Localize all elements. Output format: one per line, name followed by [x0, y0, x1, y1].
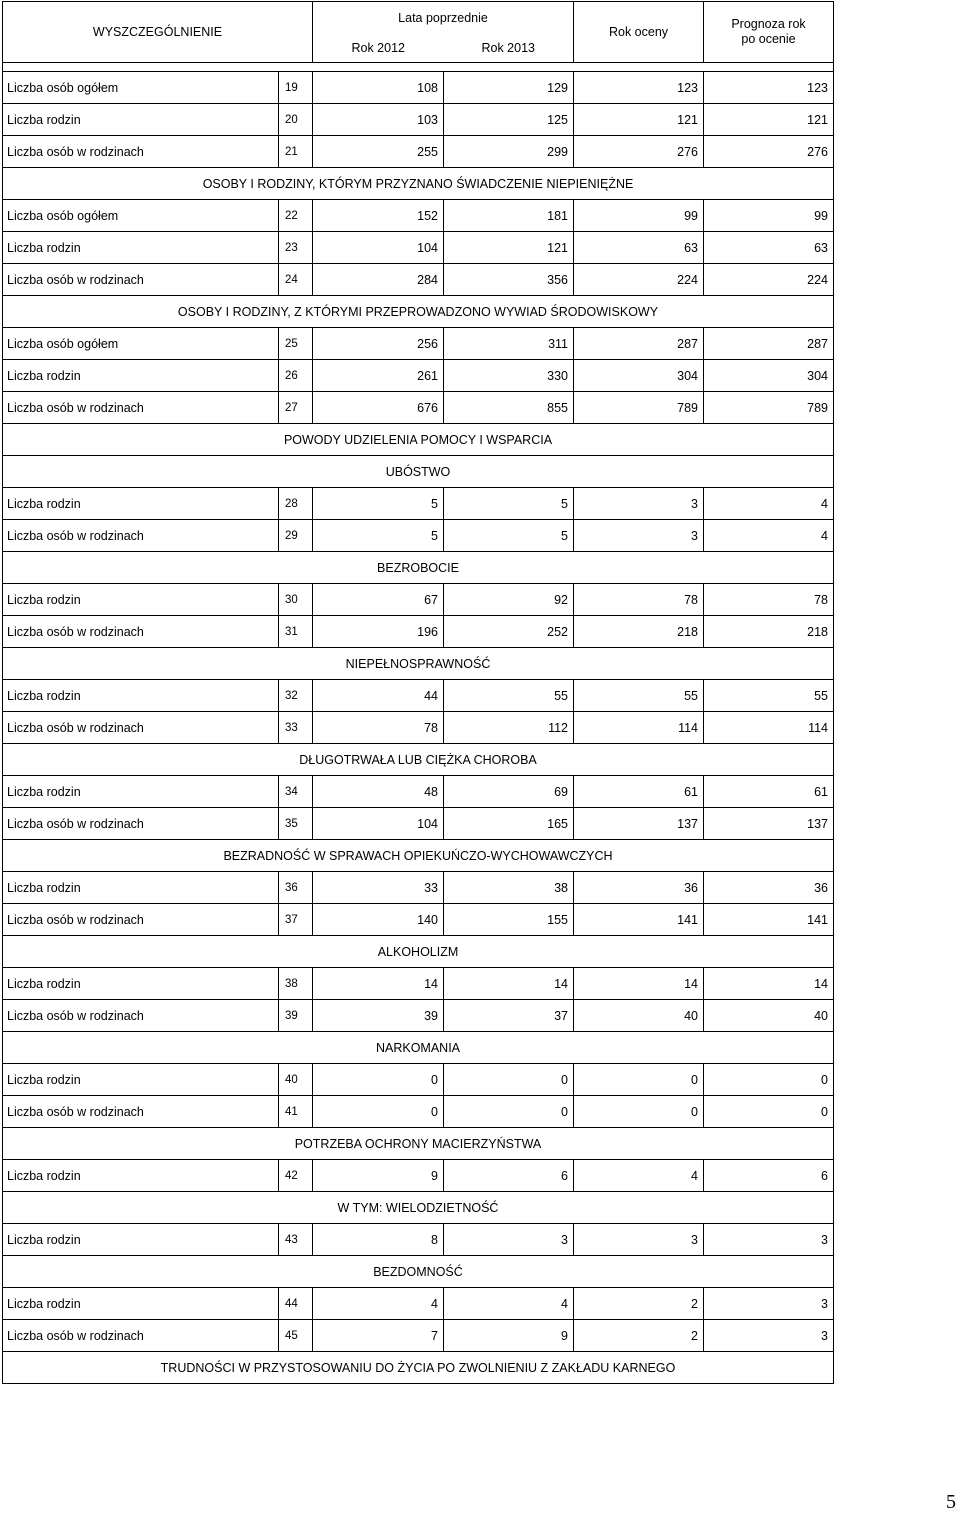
section-header-row [3, 1192, 834, 1224]
row-code: 26 [279, 360, 313, 392]
section-title: BEZROBOCIE [3, 552, 834, 584]
row-label: Liczba osób ogółem [3, 328, 279, 360]
value-forecast: 0 [704, 1064, 834, 1096]
value-2013: 330 [444, 360, 574, 392]
header-forecast: Prognoza rok po ocenie [704, 2, 834, 63]
row-code: 45 [279, 1320, 313, 1352]
row-code: 34 [279, 776, 313, 808]
table-row [3, 872, 834, 904]
row-label: Liczba rodzin [3, 872, 279, 904]
value-2012: 676 [313, 392, 444, 424]
row-code: 31 [279, 616, 313, 648]
value-2012: 67 [313, 584, 444, 616]
table-row [3, 1064, 834, 1096]
row-code: 41 [279, 1096, 313, 1128]
value-2013: 55 [444, 680, 574, 712]
value-forecast: 218 [704, 616, 834, 648]
table-row [3, 1000, 834, 1032]
section-header-row [3, 1256, 834, 1288]
row-label: Liczba osób w rodzinach [3, 1096, 279, 1128]
value-2013: 129 [444, 72, 574, 104]
section-title: TRUDNOŚCI W PRZYSTOSOWANIU DO ŻYCIA PO ZWOLNIENIU Z ZAKŁADU KARNEGO [3, 1352, 834, 1384]
page-number: 5 [946, 1491, 956, 1513]
row-code: 23 [279, 232, 313, 264]
section-header-row [3, 1352, 834, 1384]
row-code: 30 [279, 584, 313, 616]
value-2013: 855 [444, 392, 574, 424]
row-code: 36 [279, 872, 313, 904]
value-assessment-year: 14 [574, 968, 704, 1000]
value-assessment-year: 276 [574, 136, 704, 168]
value-2012: 78 [313, 712, 444, 744]
row-code: 28 [279, 488, 313, 520]
value-2013: 311 [444, 328, 574, 360]
row-label: Liczba rodzin [3, 680, 279, 712]
row-label: Liczba rodzin [3, 1288, 279, 1320]
value-2013: 92 [444, 584, 574, 616]
statistics-table [2, 1, 834, 1384]
row-code: 21 [279, 136, 313, 168]
header-row-top [3, 2, 834, 35]
row-label: Liczba osób ogółem [3, 200, 279, 232]
value-forecast: 4 [704, 520, 834, 552]
value-assessment-year: 304 [574, 360, 704, 392]
table-row [3, 488, 834, 520]
table-row [3, 520, 834, 552]
value-2012: 0 [313, 1064, 444, 1096]
value-forecast: 3 [704, 1320, 834, 1352]
value-2013: 14 [444, 968, 574, 1000]
row-label: Liczba rodzin [3, 104, 279, 136]
value-assessment-year: 218 [574, 616, 704, 648]
value-2013: 112 [444, 712, 574, 744]
header-year-2012: Rok 2012 [313, 34, 444, 63]
row-label: Liczba rodzin [3, 232, 279, 264]
header-description: WYSZCZEGÓLNIENIE [3, 2, 313, 63]
row-label: Liczba rodzin [3, 584, 279, 616]
value-forecast: 304 [704, 360, 834, 392]
value-assessment-year: 3 [574, 1224, 704, 1256]
header-previous-years: Lata poprzednie [313, 2, 574, 35]
value-2012: 256 [313, 328, 444, 360]
section-header-row [3, 552, 834, 584]
value-2013: 0 [444, 1096, 574, 1128]
table-row [3, 808, 834, 840]
value-assessment-year: 789 [574, 392, 704, 424]
row-label: Liczba rodzin [3, 776, 279, 808]
value-2012: 196 [313, 616, 444, 648]
value-forecast: 4 [704, 488, 834, 520]
value-2012: 39 [313, 1000, 444, 1032]
row-label: Liczba osób ogółem [3, 72, 279, 104]
value-forecast: 3 [704, 1288, 834, 1320]
value-forecast: 121 [704, 104, 834, 136]
row-label: Liczba rodzin [3, 488, 279, 520]
row-label: Liczba osób w rodzinach [3, 1320, 279, 1352]
value-assessment-year: 55 [574, 680, 704, 712]
value-2013: 9 [444, 1320, 574, 1352]
section-title: W TYM: WIELODZIETNOŚĆ [3, 1192, 834, 1224]
section-title: POTRZEBA OCHRONY MACIERZYŃSTWA [3, 1128, 834, 1160]
value-2013: 6 [444, 1160, 574, 1192]
value-2012: 255 [313, 136, 444, 168]
value-assessment-year: 40 [574, 1000, 704, 1032]
value-2013: 37 [444, 1000, 574, 1032]
value-2013: 5 [444, 520, 574, 552]
table-row [3, 1096, 834, 1128]
value-assessment-year: 137 [574, 808, 704, 840]
table-row [3, 136, 834, 168]
row-code: 25 [279, 328, 313, 360]
value-assessment-year: 4 [574, 1160, 704, 1192]
value-forecast: 55 [704, 680, 834, 712]
table-row [3, 360, 834, 392]
header-assessment-year: Rok oceny [574, 2, 704, 63]
value-2013: 69 [444, 776, 574, 808]
value-assessment-year: 61 [574, 776, 704, 808]
value-assessment-year: 3 [574, 488, 704, 520]
row-label: Liczba rodzin [3, 968, 279, 1000]
value-forecast: 63 [704, 232, 834, 264]
section-header-row [3, 456, 834, 488]
row-code: 35 [279, 808, 313, 840]
value-assessment-year: 121 [574, 104, 704, 136]
value-2012: 14 [313, 968, 444, 1000]
section-header-row [3, 424, 834, 456]
table-row [3, 616, 834, 648]
section-title: BEZDOMNOŚĆ [3, 1256, 834, 1288]
value-2012: 7 [313, 1320, 444, 1352]
value-assessment-year: 224 [574, 264, 704, 296]
section-header-row [3, 744, 834, 776]
row-label: Liczba osób w rodzinach [3, 520, 279, 552]
value-2013: 0 [444, 1064, 574, 1096]
table-row [3, 1224, 834, 1256]
value-forecast: 78 [704, 584, 834, 616]
table-row [3, 200, 834, 232]
value-forecast: 141 [704, 904, 834, 936]
value-assessment-year: 114 [574, 712, 704, 744]
value-forecast: 287 [704, 328, 834, 360]
row-label: Liczba osób w rodzinach [3, 712, 279, 744]
value-2013: 356 [444, 264, 574, 296]
value-2012: 261 [313, 360, 444, 392]
section-title: UBÓSTWO [3, 456, 834, 488]
row-label: Liczba osób w rodzinach [3, 136, 279, 168]
table-row [3, 72, 834, 104]
value-forecast: 123 [704, 72, 834, 104]
value-assessment-year: 63 [574, 232, 704, 264]
table-row [3, 328, 834, 360]
section-title: NARKOMANIA [3, 1032, 834, 1064]
value-2013: 125 [444, 104, 574, 136]
value-forecast: 0 [704, 1096, 834, 1128]
row-code: 22 [279, 200, 313, 232]
section-title: BEZRADNOŚĆ W SPRAWACH OPIEKUŃCZO-WYCHOWAWCZYCH [3, 840, 834, 872]
value-2012: 103 [313, 104, 444, 136]
table-row [3, 1160, 834, 1192]
row-label: Liczba osób w rodzinach [3, 808, 279, 840]
value-2012: 140 [313, 904, 444, 936]
value-forecast: 3 [704, 1224, 834, 1256]
value-2013: 155 [444, 904, 574, 936]
section-title: POWODY UDZIELENIA POMOCY I WSPARCIA [3, 424, 834, 456]
section-header-row [3, 840, 834, 872]
value-2013: 5 [444, 488, 574, 520]
value-2012: 44 [313, 680, 444, 712]
section-header-row [3, 168, 834, 200]
value-forecast: 224 [704, 264, 834, 296]
table-row [3, 392, 834, 424]
section-title: ALKOHOLIZM [3, 936, 834, 968]
row-code: 19 [279, 72, 313, 104]
row-label: Liczba rodzin [3, 1064, 279, 1096]
row-code: 27 [279, 392, 313, 424]
row-label: Liczba rodzin [3, 360, 279, 392]
value-2013: 181 [444, 200, 574, 232]
value-2012: 104 [313, 808, 444, 840]
section-title: NIEPEŁNOSPRAWNOŚĆ [3, 648, 834, 680]
value-2013: 121 [444, 232, 574, 264]
section-header-row [3, 1128, 834, 1160]
value-forecast: 40 [704, 1000, 834, 1032]
row-code: 24 [279, 264, 313, 296]
section-title: OSOBY I RODZINY, KTÓRYM PRZYZNANO ŚWIADCZENIE NIEPIENIĘŻNE [3, 168, 834, 200]
table-row [3, 1288, 834, 1320]
value-forecast: 789 [704, 392, 834, 424]
section-header-row [3, 1032, 834, 1064]
value-assessment-year: 2 [574, 1320, 704, 1352]
value-assessment-year: 123 [574, 72, 704, 104]
table-row [3, 104, 834, 136]
value-forecast: 36 [704, 872, 834, 904]
table-row [3, 264, 834, 296]
value-2013: 4 [444, 1288, 574, 1320]
value-2012: 48 [313, 776, 444, 808]
value-forecast: 99 [704, 200, 834, 232]
table-row [3, 968, 834, 1000]
value-2012: 0 [313, 1096, 444, 1128]
value-assessment-year: 2 [574, 1288, 704, 1320]
value-2012: 108 [313, 72, 444, 104]
row-code: 42 [279, 1160, 313, 1192]
row-label: Liczba osób w rodzinach [3, 616, 279, 648]
table-row [3, 680, 834, 712]
row-code: 20 [279, 104, 313, 136]
row-code: 29 [279, 520, 313, 552]
value-2012: 9 [313, 1160, 444, 1192]
table-row [3, 232, 834, 264]
table-row [3, 584, 834, 616]
value-2012: 4 [313, 1288, 444, 1320]
row-label: Liczba rodzin [3, 1160, 279, 1192]
value-2013: 3 [444, 1224, 574, 1256]
row-code: 33 [279, 712, 313, 744]
value-assessment-year: 99 [574, 200, 704, 232]
row-code: 37 [279, 904, 313, 936]
row-label: Liczba rodzin [3, 1224, 279, 1256]
row-label: Liczba osób w rodzinach [3, 1000, 279, 1032]
value-2012: 8 [313, 1224, 444, 1256]
row-label: Liczba osób w rodzinach [3, 264, 279, 296]
value-assessment-year: 0 [574, 1096, 704, 1128]
value-assessment-year: 287 [574, 328, 704, 360]
header-spacer [3, 63, 834, 72]
value-forecast: 114 [704, 712, 834, 744]
header-year-2013: Rok 2013 [444, 34, 574, 63]
value-2013: 252 [444, 616, 574, 648]
value-2013: 38 [444, 872, 574, 904]
value-2013: 165 [444, 808, 574, 840]
value-assessment-year: 0 [574, 1064, 704, 1096]
table-row [3, 776, 834, 808]
value-2012: 284 [313, 264, 444, 296]
value-assessment-year: 36 [574, 872, 704, 904]
value-assessment-year: 3 [574, 520, 704, 552]
value-2013: 299 [444, 136, 574, 168]
section-header-row [3, 936, 834, 968]
value-2012: 5 [313, 488, 444, 520]
table-row [3, 1320, 834, 1352]
value-forecast: 276 [704, 136, 834, 168]
row-label: Liczba osób w rodzinach [3, 904, 279, 936]
table-row [3, 712, 834, 744]
row-code: 38 [279, 968, 313, 1000]
value-2012: 5 [313, 520, 444, 552]
row-code: 32 [279, 680, 313, 712]
row-code: 39 [279, 1000, 313, 1032]
value-2012: 33 [313, 872, 444, 904]
value-forecast: 6 [704, 1160, 834, 1192]
section-title: DŁUGOTRWAŁA LUB CIĘŻKA CHOROBA [3, 744, 834, 776]
section-title: OSOBY I RODZINY, Z KTÓRYMI PRZEPROWADZONO WYWIAD ŚRODOWISKOWY [3, 296, 834, 328]
value-assessment-year: 141 [574, 904, 704, 936]
row-code: 43 [279, 1224, 313, 1256]
value-forecast: 61 [704, 776, 834, 808]
value-assessment-year: 78 [574, 584, 704, 616]
table-row [3, 904, 834, 936]
row-code: 44 [279, 1288, 313, 1320]
row-code: 40 [279, 1064, 313, 1096]
value-2012: 152 [313, 200, 444, 232]
row-label: Liczba osób w rodzinach [3, 392, 279, 424]
section-header-row [3, 296, 834, 328]
value-forecast: 137 [704, 808, 834, 840]
value-forecast: 14 [704, 968, 834, 1000]
section-header-row [3, 648, 834, 680]
value-2012: 104 [313, 232, 444, 264]
